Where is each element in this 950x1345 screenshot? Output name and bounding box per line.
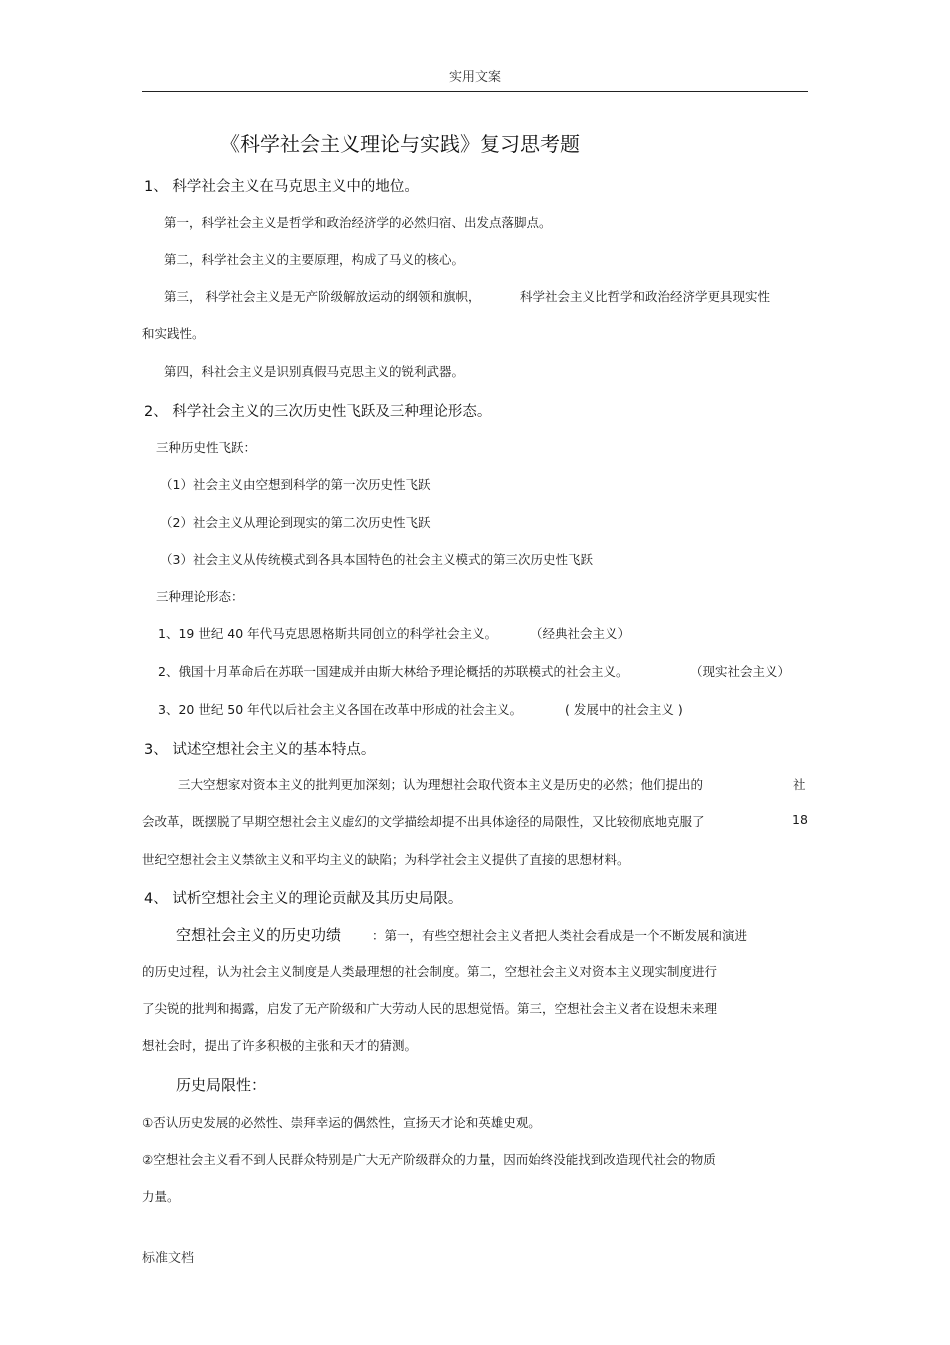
q4-line-2: 的历史过程，认为社会主义制度是人类最理想的社会制度。第二，空想社会主义对资本主义现实制度进行 (142, 964, 718, 979)
q1-point-3-wrap: 和实践性。 (142, 326, 205, 341)
q2-leap-2: （2）社会主义从理论到现实的第二次历史性飞跃 (160, 515, 431, 530)
q4-line-1: ：第一，有些空想社会主义者把人类社会看成是一个不断发展和演进 (372, 928, 748, 943)
q2-form-1-tag: （经典社会主义） (530, 626, 631, 641)
q3-line-2-end: 18 (792, 812, 808, 827)
q3-line-1: 三大空想家对资本主义的批判更加深刻；认为理想社会取代资本主义是历史的必然；他们提出的 (178, 777, 704, 792)
q4-line-3: 了尖锐的批判和揭露，启发了无产阶级和广大劳动人民的思想觉悟。第三，空想社会主义者在设想未来理 (142, 1001, 718, 1016)
q2-leap-1: （1）社会主义由空想到科学的第一次历史性飞跃 (160, 477, 431, 492)
q2-leap-3: （3）社会主义从传统模式到各具本国特色的社会主义模式的第三次历史性飞跃 (160, 552, 593, 567)
question-3-heading: 3、 试述空想社会主义的基本特点。 (144, 742, 376, 758)
q2-form-2: 2、俄国十月革命后在苏联一国建成并由斯大林给予理论概括的苏联模式的社会主义。 (158, 664, 629, 679)
q3-line-3: 世纪空想社会主义禁欲主义和平均主义的缺陷；为科学社会主义提供了直接的思想材料。 (142, 852, 630, 867)
q4-line-4: 想社会时，提出了许多积极的主张和天才的猜测。 (142, 1038, 418, 1053)
q1-point-2: 第二，科学社会主义的主要原理，构成了马义的核心。 (164, 252, 465, 267)
q4-achievements-label: 空想社会主义的历史功绩 (176, 926, 342, 944)
question-4-heading: 4、 试析空想社会主义的理论贡献及其历史局限。 (144, 891, 463, 907)
q1-point-4: 第四，科社会主义是识别真假马克思主义的锐利武器。 (164, 364, 465, 379)
q1-point-1: 第一，科学社会主义是哲学和政治经济学的必然归宿、出发点落脚点。 (164, 215, 552, 230)
q2-form-3-tag: ( 发展中的社会主义 ) (565, 702, 683, 717)
page-footer: 标准文档 (142, 1251, 195, 1266)
q2-forms-label: 三种理论形态： (156, 589, 244, 604)
q1-point-3: 第三， 科学社会主义是无产阶级解放运动的纲领和旗帜， (164, 289, 481, 304)
q2-form-2-tag: （现实社会主义） (690, 664, 791, 679)
q1-point-3-cont: 科学社会主义比哲学和政治经济学更具现实性 (520, 289, 771, 304)
q2-form-1: 1、19 世纪 40 年代马克思恩格斯共同创立的科学社会主义。 (158, 626, 498, 641)
q4-limits-label: 历史局限性： (176, 1076, 267, 1094)
page-header: 实用文案 (448, 70, 501, 85)
document-title: 《科学社会主义理论与实践》复习思考题 (220, 132, 580, 156)
q4-limit-1: ①否认历史发展的必然性、崇拜幸运的偶然性，宣扬天才论和英雄史观。 (142, 1115, 541, 1130)
q3-line-2: 会改革，既摆脱了早期空想社会主义虚幻的文学描绘却提不出具体途径的局限性，又比较彻底地克服了 (142, 814, 705, 829)
header-divider (142, 91, 808, 92)
question-1-heading: 1、 科学社会主义在马克思主义中的地位。 (144, 179, 419, 195)
q4-limit-2: ②空想社会主义看不到人民群众特别是广大无产阶级群众的力量，因而始终没能找到改造现代社会的物质 (142, 1152, 716, 1167)
q2-leaps-label: 三种历史性飞跃： (156, 440, 257, 455)
q2-form-3: 3、20 世纪 50 年代以后社会主义各国在改革中形成的社会主义。 (158, 702, 523, 717)
question-2-heading: 2、 科学社会主义的三次历史性飞跃及三种理论形态。 (144, 404, 492, 420)
q4-limit-2-wrap: 力量。 (142, 1189, 180, 1204)
q3-line-1-end: 社 (793, 777, 806, 792)
